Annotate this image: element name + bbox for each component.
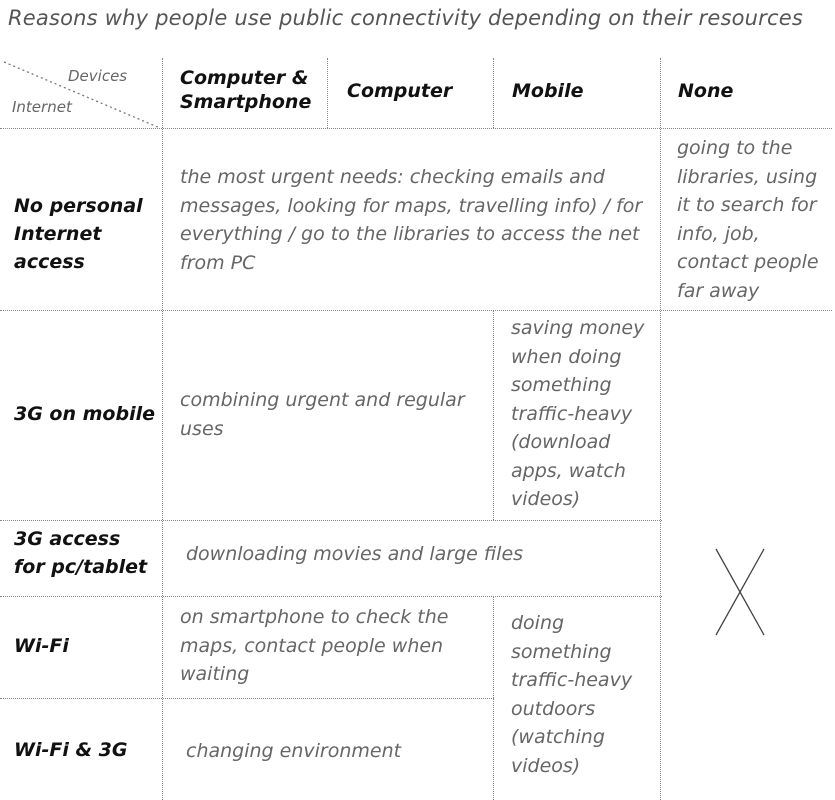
row-label-3g-mobile: 3G on mobile [14,403,155,425]
header-computer: Computer [347,80,453,102]
header-computer-smartphone: Computer & Smartphone [180,67,312,113]
cross-icon [710,545,770,640]
column-divider [660,58,661,800]
corner-devices-label: Devices [68,67,128,85]
row-divider [0,310,832,311]
cell-3g-pc-main: downloading movies and large files [186,543,524,565]
row-divider [0,698,494,699]
row-divider [0,596,662,597]
header-none: None [678,80,734,102]
cell-3g-mobile-main: combining urgent and regular uses [180,389,465,440]
row-label-wifi-3g: Wi-Fi & 3G [14,739,128,761]
row-label-3g-pc-tablet: 3G access for pc/tablet [14,528,148,578]
column-divider [162,58,163,800]
cell-wifi-3g-main: changing environment [186,740,402,762]
cell-no-personal-none: going to the libraries, using it to search for info, job, contact people far away [677,137,819,302]
column-divider [327,58,328,128]
row-label-no-personal-access: No personal Internet access [14,195,143,273]
cell-wifi-main: on smartphone to check the maps, contact people when waiting [180,606,449,685]
cell-wifi-mobile: doing something traffic-heavy outdoors (watching videos) [511,612,633,777]
column-divider [493,58,494,128]
cell-3g-mobile-mobile: saving money when doing something traffic-heavy (download apps, watch videos) [511,317,645,510]
row-divider [0,520,662,521]
page-title: Reasons why people use public connectivity depending on their resources [8,6,804,30]
row-divider [0,128,832,129]
corner-internet-label: Internet [12,98,72,116]
header-mobile: Mobile [512,80,584,102]
row-label-wifi: Wi-Fi [14,635,69,657]
column-divider [493,310,494,520]
cell-no-personal-main: the most urgent needs: checking emails and messages, looking for maps, travelling info) / for everything / go to the libraries to access the net from PC [180,166,643,274]
column-divider [493,596,494,800]
